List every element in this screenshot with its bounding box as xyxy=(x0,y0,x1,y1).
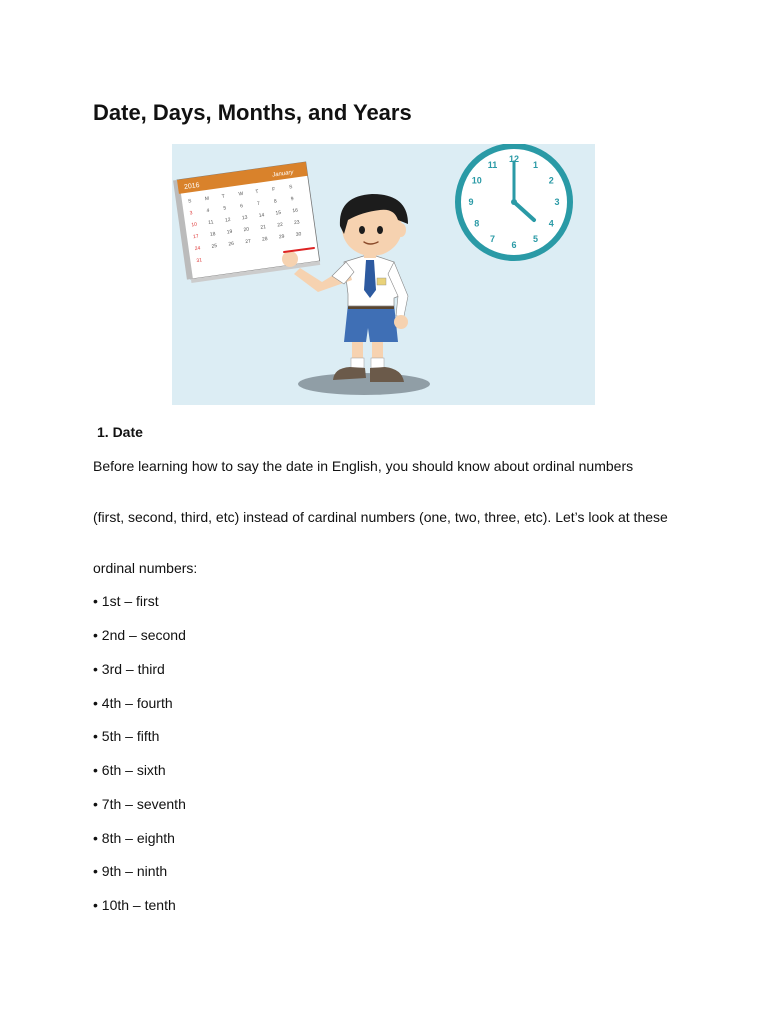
boy-left-sock xyxy=(351,358,364,368)
calendar-day: 8 xyxy=(273,198,278,205)
list-item: • 7th – seventh xyxy=(93,796,186,812)
calendar-day: 30 xyxy=(295,231,302,238)
list-item: • 5th – fifth xyxy=(93,728,160,744)
calendar-day: 23 xyxy=(293,219,301,227)
boy-tie xyxy=(364,260,376,298)
calendar-day: 17 xyxy=(192,233,200,241)
list-item: • 2nd – second xyxy=(93,627,186,643)
calendar-day: 27 xyxy=(244,238,252,246)
calendar-day: 11 xyxy=(207,219,214,227)
calendar-day: 12 xyxy=(224,216,232,224)
clock-number: 2 xyxy=(548,175,554,186)
calendar-weekday: W xyxy=(238,190,244,198)
calendar-day: 22 xyxy=(276,221,284,229)
calendar-month: January xyxy=(271,169,294,179)
calendar-day: 20 xyxy=(243,226,250,234)
ordinal-explanation-paragraph: (first, second, third, etc) instead of cardinal numbers (one, two, three, etc). Let’s look at these xyxy=(93,509,668,525)
calendar-day: 18 xyxy=(209,231,216,238)
calendar-day: 26 xyxy=(228,240,235,248)
clock-number: 1 xyxy=(532,159,539,170)
calendar-day: 10 xyxy=(191,221,198,229)
calendar-day: 16 xyxy=(292,207,299,215)
intro-paragraph: Before learning how to say the date in English, you should know about ordinal numbers xyxy=(93,458,634,474)
boy-shorts xyxy=(344,304,398,342)
boy-right-eye xyxy=(377,226,383,234)
boy-shirt-badge xyxy=(377,278,386,285)
list-item: • 8th – eighth xyxy=(93,830,175,846)
calendar-day: 9 xyxy=(290,195,294,203)
clock-number: 11 xyxy=(487,159,498,170)
calendar-weekday: T xyxy=(255,188,259,196)
calendar-day: 13 xyxy=(241,214,248,222)
calendar-day: 24 xyxy=(194,245,201,253)
boy-left-hand xyxy=(282,251,298,267)
calendar-day: 25 xyxy=(211,243,218,250)
calendar-weekday: T xyxy=(221,193,226,200)
clock-number: 9 xyxy=(468,197,474,207)
calendar-day: 7 xyxy=(256,200,261,208)
calendar-day: 5 xyxy=(223,205,227,212)
calendar-day: 19 xyxy=(226,228,233,236)
clock-number: 8 xyxy=(474,218,480,229)
calendar-day: 15 xyxy=(275,209,282,217)
calendar xyxy=(173,162,320,284)
clock-number: 10 xyxy=(471,175,482,186)
clock-number: 7 xyxy=(489,234,496,245)
section-heading-date: 1. Date xyxy=(97,424,143,440)
calendar-day: 28 xyxy=(261,235,269,243)
calendar-year: 2016 xyxy=(183,181,201,192)
wall-clock xyxy=(458,146,570,258)
list-item: • 9th – ninth xyxy=(93,863,168,879)
illustration-boy-calendar-clock xyxy=(172,144,595,405)
calendar-day: 14 xyxy=(258,212,265,219)
boy-right-hand xyxy=(394,315,408,329)
boy-right-sock xyxy=(371,358,384,368)
clock-number: 5 xyxy=(532,234,539,245)
list-item: • 6th – sixth xyxy=(93,762,166,778)
calendar-weekday: F xyxy=(271,186,276,193)
clock-number: 3 xyxy=(554,197,560,207)
calendar-day: 4 xyxy=(206,207,210,215)
calendar-day: 3 xyxy=(189,210,193,217)
illustration-svg xyxy=(172,144,595,405)
calendar-weekday: M xyxy=(204,195,210,203)
page-title: Date, Days, Months, and Years xyxy=(93,100,412,125)
clock-number: 6 xyxy=(511,240,517,250)
calendar-weekday: S xyxy=(288,184,293,191)
boy-left-eye xyxy=(359,226,365,234)
boy-ear xyxy=(396,223,406,237)
ordinal-numbers-label: ordinal numbers: xyxy=(93,560,198,576)
list-item: • 4th – fourth xyxy=(93,695,173,711)
clock-center xyxy=(511,199,517,205)
calendar-day: 6 xyxy=(239,203,244,210)
calendar-weekday: S xyxy=(187,198,192,205)
calendar-day: 29 xyxy=(278,233,285,241)
list-item: • 1st – first xyxy=(93,593,159,609)
list-item: • 10th – tenth xyxy=(93,897,176,913)
list-item: • 3rd – third xyxy=(93,661,165,677)
clock-number: 4 xyxy=(548,218,554,229)
calendar-day: 31 xyxy=(196,257,203,265)
clock-number: 12 xyxy=(508,154,520,164)
calendar-day: 21 xyxy=(260,224,267,231)
